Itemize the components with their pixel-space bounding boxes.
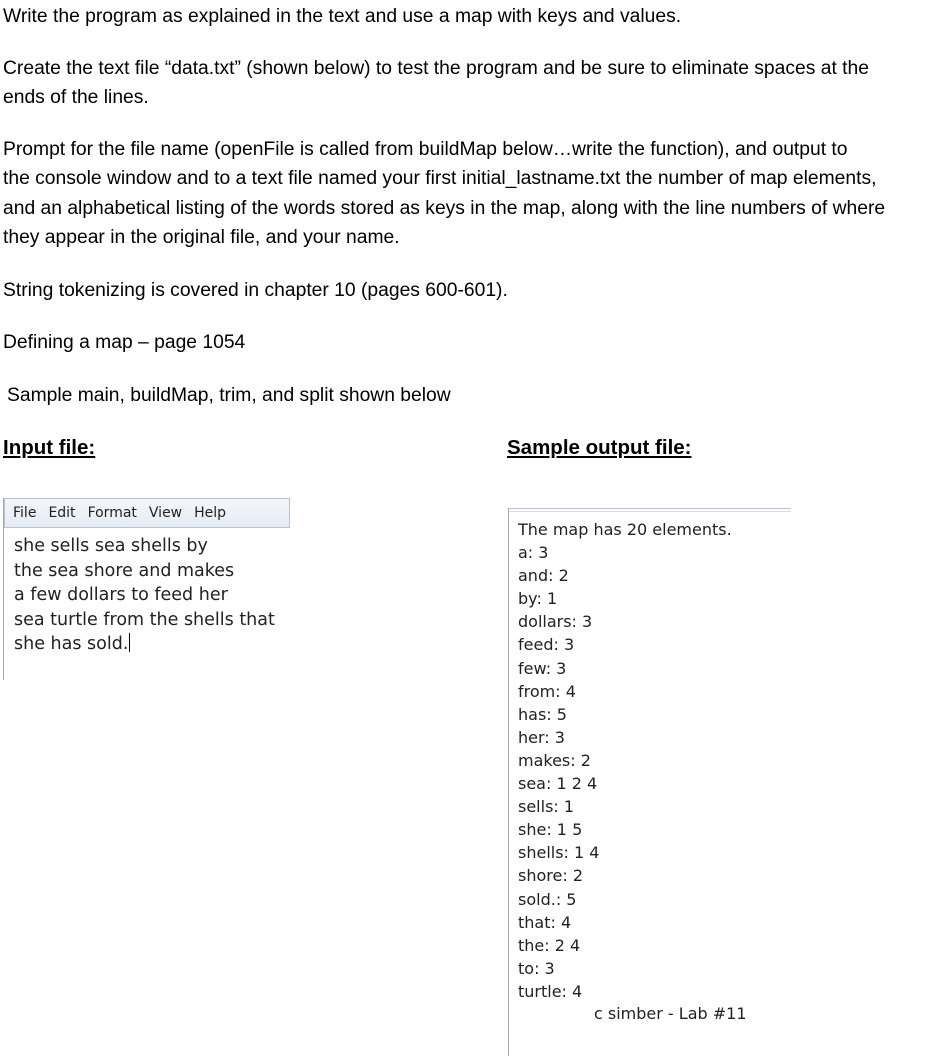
output-line: few: 3: [518, 658, 567, 678]
signature-line: c simber - Lab #11: [594, 1004, 747, 1023]
output-line: and: 2: [518, 566, 569, 586]
instruction-2-line-2: ends of the lines.: [3, 87, 149, 108]
output-line: The map has 20 elements.: [518, 520, 732, 539]
output-line: that: 4: [518, 912, 572, 932]
instruction-3-line-3: and an alphabetical listing of the words stored as keys in the map, along with the line numbers of where: [3, 198, 886, 219]
text-caret: [129, 633, 130, 652]
input-line-5-wrap: [14, 632, 275, 657]
menu-format[interactable]: Format: [87, 505, 137, 521]
output-line: sells: 1: [518, 797, 575, 817]
output-line: dollars: 3: [518, 612, 593, 632]
notepad-text-area[interactable]: [14, 534, 275, 657]
input-line-2: the sea shore and makes: [14, 560, 235, 581]
output-line: a: 3: [518, 543, 549, 563]
instruction-1: Write the program as explained in the text and use a map with keys and values.: [3, 6, 682, 27]
output-window: [508, 508, 791, 1056]
notepad-menubar: [4, 498, 290, 528]
output-line: by: 1: [518, 589, 558, 609]
instruction-6: Sample main, buildMap, trim, and split shown below: [7, 385, 451, 406]
output-line: from: 4: [518, 681, 576, 701]
output-line: she: 1 5: [518, 820, 583, 840]
input-file-heading: Input file:: [3, 436, 96, 459]
input-line-4: sea turtle from the shells that: [14, 609, 275, 630]
output-line: feed: 3: [518, 635, 575, 655]
output-window-frame: [509, 508, 791, 512]
menu-help[interactable]: Help: [194, 505, 227, 521]
output-file-heading: Sample output file:: [507, 436, 692, 459]
instruction-3-line-1: Prompt for the file name (openFile is called from buildMap below…write the function), and output to: [3, 139, 848, 160]
output-line: her: 3: [518, 727, 565, 747]
output-line: to: 3: [518, 958, 555, 978]
output-line: sold.: 5: [518, 889, 577, 909]
menu-file[interactable]: File: [13, 505, 37, 521]
output-line: shore: 2: [518, 866, 583, 886]
output-line: turtle: 4: [518, 981, 583, 1001]
instruction-3-line-2: the console window and to a text file named your first initial_lastname.txt the number of map elements,: [3, 168, 877, 189]
input-line-1: she sells sea shells by: [14, 536, 208, 556]
input-line-3: a few dollars to feed her: [14, 585, 228, 606]
input-line-5: she has sold.: [14, 634, 129, 655]
menu-view[interactable]: View: [148, 505, 183, 521]
output-line: sea: 1 2 4: [518, 774, 598, 794]
output-text-area: [518, 518, 732, 1003]
output-line: shells: 1 4: [518, 843, 600, 863]
instruction-4: String tokenizing is covered in chapter 10 (pages 600-601).: [3, 280, 508, 301]
instruction-5: Defining a map – page 1054: [3, 332, 246, 353]
instruction-3-line-4: they appear in the original file, and your name.: [3, 227, 400, 248]
menu-edit[interactable]: Edit: [48, 505, 76, 521]
instruction-2-line-1: Create the text file “data.txt” (shown below) to test the program and be sure to eliminate spaces at the: [3, 58, 869, 79]
notepad-window: [3, 498, 291, 680]
output-line: the: 2 4: [518, 935, 581, 955]
output-line: makes: 2: [518, 750, 591, 770]
output-line: has: 5: [518, 704, 567, 724]
